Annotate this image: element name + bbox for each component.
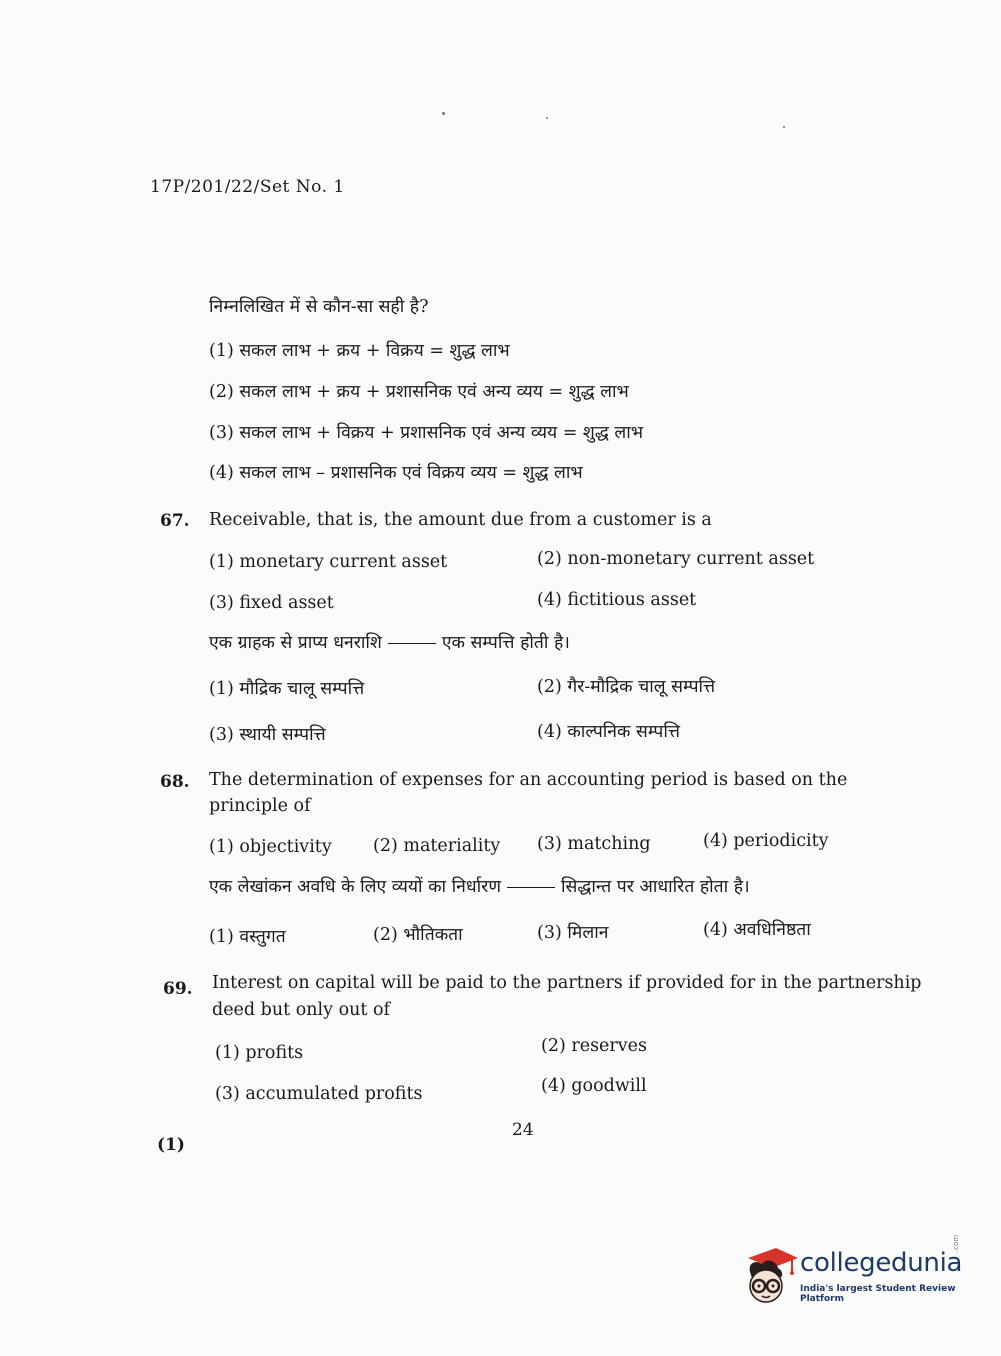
option-4-hindi: (4) काल्पनिक सम्पत्ति — [537, 722, 680, 742]
option-4-hindi: (4) अवधिनिष्ठता — [703, 920, 811, 940]
option-2: (2) materiality — [373, 836, 501, 856]
option-1: (1) objectivity — [209, 837, 332, 857]
option-1-hindi: (1) सकल लाभ + क्रय + विक्रय = शुद्ध लाभ — [209, 341, 510, 361]
option-2: (2) reserves — [541, 1036, 647, 1056]
option-4: (4) goodwill — [541, 1076, 647, 1096]
stem-hindi-part-b: सिद्धान्त पर आधारित होता है। — [560, 877, 750, 897]
question-stem-line-2: principle of — [209, 796, 311, 816]
footer-left-mark: (1) — [157, 1135, 185, 1155]
scan-speck — [546, 117, 548, 119]
option-3: (3) fixed asset — [209, 593, 334, 613]
question-number: 68. — [160, 772, 190, 792]
option-4: (4) fictitious asset — [537, 590, 697, 610]
option-2: (2) non-monetary current asset — [537, 549, 815, 569]
option-1-hindi: (1) वस्तुगत — [209, 927, 286, 947]
question-stem-line-1: Interest on capital will be paid to the partners if provided for in the partnership — [212, 973, 922, 993]
question-stem-hindi — [209, 630, 570, 654]
stem-hindi-part-a: एक ग्राहक से प्राप्य धनराशि — [209, 633, 382, 653]
option-1-hindi: (1) मौद्रिक चालू सम्पत्ति — [209, 679, 365, 699]
stem-hindi-part-b: एक सम्पत्ति होती है। — [441, 633, 570, 653]
option-1: (1) profits — [215, 1043, 304, 1063]
option-3: (3) accumulated profits — [215, 1084, 423, 1104]
page-number: 24 — [512, 1120, 534, 1140]
option-3-hindi: (3) मिलान — [537, 923, 609, 943]
option-3: (3) matching — [537, 834, 651, 854]
question-stem-line-1: The determination of expenses for an accounting period is based on the — [209, 770, 848, 790]
fill-blank — [507, 887, 555, 888]
question-stem-hindi — [209, 874, 750, 898]
question-stem-line-2: deed but only out of — [212, 1000, 391, 1020]
stem-hindi-part-a: एक लेखांकन अवधि के लिए व्ययों का निर्धारण — [209, 877, 501, 897]
paper-code: 17P/201/22/Set No. 1 — [150, 177, 345, 197]
logo-domain-suffix: .com — [952, 1234, 960, 1252]
option-4: (4) periodicity — [703, 831, 829, 851]
option-2-hindi: (2) सकल लाभ + क्रय + प्रशासनिक एवं अन्य व्यय = शुद्ध लाभ — [209, 382, 629, 402]
option-1: (1) monetary current asset — [209, 552, 448, 572]
logo-wordmark: collegedunia — [800, 1248, 963, 1278]
question-number: 67. — [160, 511, 190, 531]
collegedunia-logo — [742, 1234, 972, 1312]
question-number: 69. — [163, 979, 193, 999]
question-stem: Receivable, that is, the amount due from a customer is a — [209, 510, 712, 530]
option-2-hindi: (2) गैर-मौद्रिक चालू सम्पत्ति — [537, 677, 716, 697]
student-mascot-icon — [742, 1242, 798, 1310]
fill-blank — [388, 643, 436, 644]
option-2-hindi: (2) भौतिकता — [373, 925, 463, 945]
option-4-hindi: (4) सकल लाभ – प्रशासनिक एवं विक्रय व्यय = शुद्ध लाभ — [209, 463, 583, 483]
logo-tagline: India's largest Student Review Platform — [800, 1284, 956, 1304]
option-3-hindi: (3) स्थायी सम्पत्ति — [209, 725, 326, 745]
option-3-hindi: (3) सकल लाभ + विक्रय + प्रशासनिक एवं अन्य व्यय = शुद्ध लाभ — [209, 423, 644, 443]
question-stem-hindi: निम्नलिखित में से कौन-सा सही है? — [209, 297, 429, 317]
scan-speck — [442, 112, 445, 115]
scan-speck — [783, 126, 785, 128]
